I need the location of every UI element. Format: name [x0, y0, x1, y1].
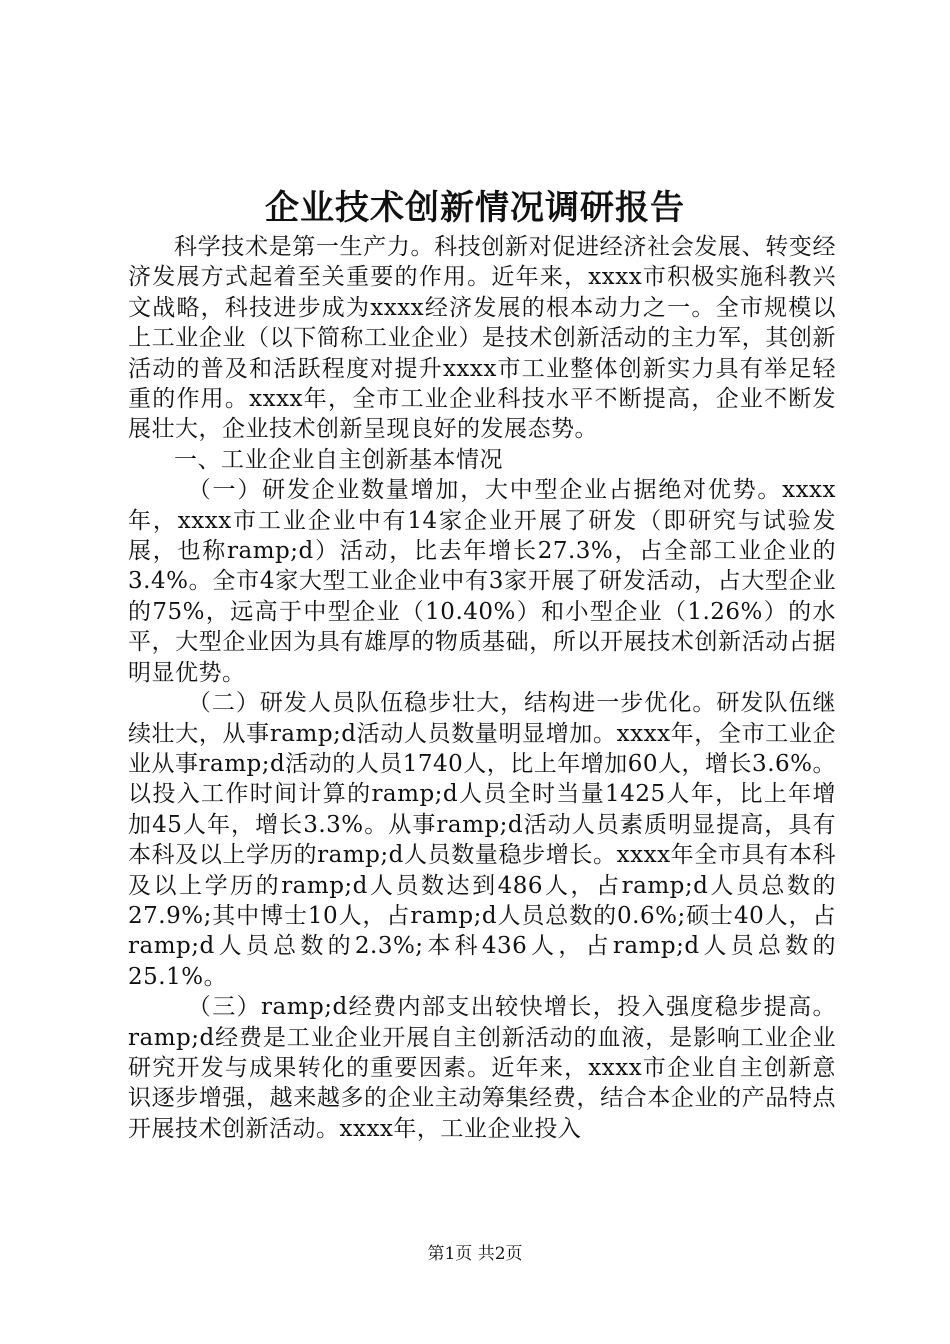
- page-footer: 第1页 共2页: [427, 1244, 523, 1264]
- subsection-paragraph-3: （三）ramp;d经费内部支出较快增长，投入强度稳步提高。ramp;d经费是工业企业开展自主创新活动的血液，是影响工业企业研究开发与成果转化的重要因素。近年来，xxxx市企业自主创新意识逐步增强，越来越多的企业主动筹集经费，结合本企业的产品特点开展技术创新活动。xxxx年，工业企业投入: [128, 994, 836, 1142]
- subsection-paragraph-1: （一）研发企业数量增加，大中型企业占据绝对优势。xxxx年，xxxx市工业企业中有14家企业开展了研发（即研究与试验发展，也称ramp;d）活动，比去年增长27.3%，占全部工业企业的3.4%。全市4家大型工业企业中有3家开展了研发活动，占大型企业的75%，远高于中型企业（10.40%）和小型企业（1.26%）的水平，大型企业因为具有雄厚的物质基础，所以开展技术创新活动占据明显优势。: [128, 477, 836, 686]
- document-title: 企业技术创新情况调研报告: [265, 188, 685, 228]
- document-body: [128, 232, 836, 1144]
- intro-paragraph: 科学技术是第一生产力。科技创新对促进经济社会发展、转变经济发展方式起着至关重要的作用。近年来，xxxx市积极实施科教兴文战略，科技进步成为xxxx经济发展的根本动力之一。全市规模以上工业企业（以下简称工业企业）是技术创新活动的主力军，其创新活动的普及和活跃程度对提升xxxx市工业整体创新实力具有举足轻重的作用。xxxx年，全市工业企业科技水平不断提高，企业不断发展壮大，企业技术创新呈现良好的发展态势。: [128, 234, 836, 443]
- section-heading: 一、工业企业自主创新基本情况: [174, 446, 503, 473]
- subsection-paragraph-2: （二）研发人员队伍稳步壮大，结构进一步优化。研发队伍继续壮大，从事ramp;d活动人员数量明显增加。xxxx年，全市工业企业从事ramp;d活动的人员1740人，比上年增加60人，增长3.6%。以投入工作时间计算的ramp;d人员全时当量1425人年，比上年增加45人年，增长3.3%。从事ramp;d活动人员素质明显提高，具有本科及以上学历的ramp;d人员数量稳步增长。xxxx年全市具有本科及以上学历的ramp;d人员数达到486人，占ramp;d人员总数的27.9%;其中博士10人，占ramp;d人员总数的0.6%;硕士40人，占ramp;d人员总数的2.3%;本科436人，占ramp;d人员总数的25.1%。: [128, 690, 836, 990]
